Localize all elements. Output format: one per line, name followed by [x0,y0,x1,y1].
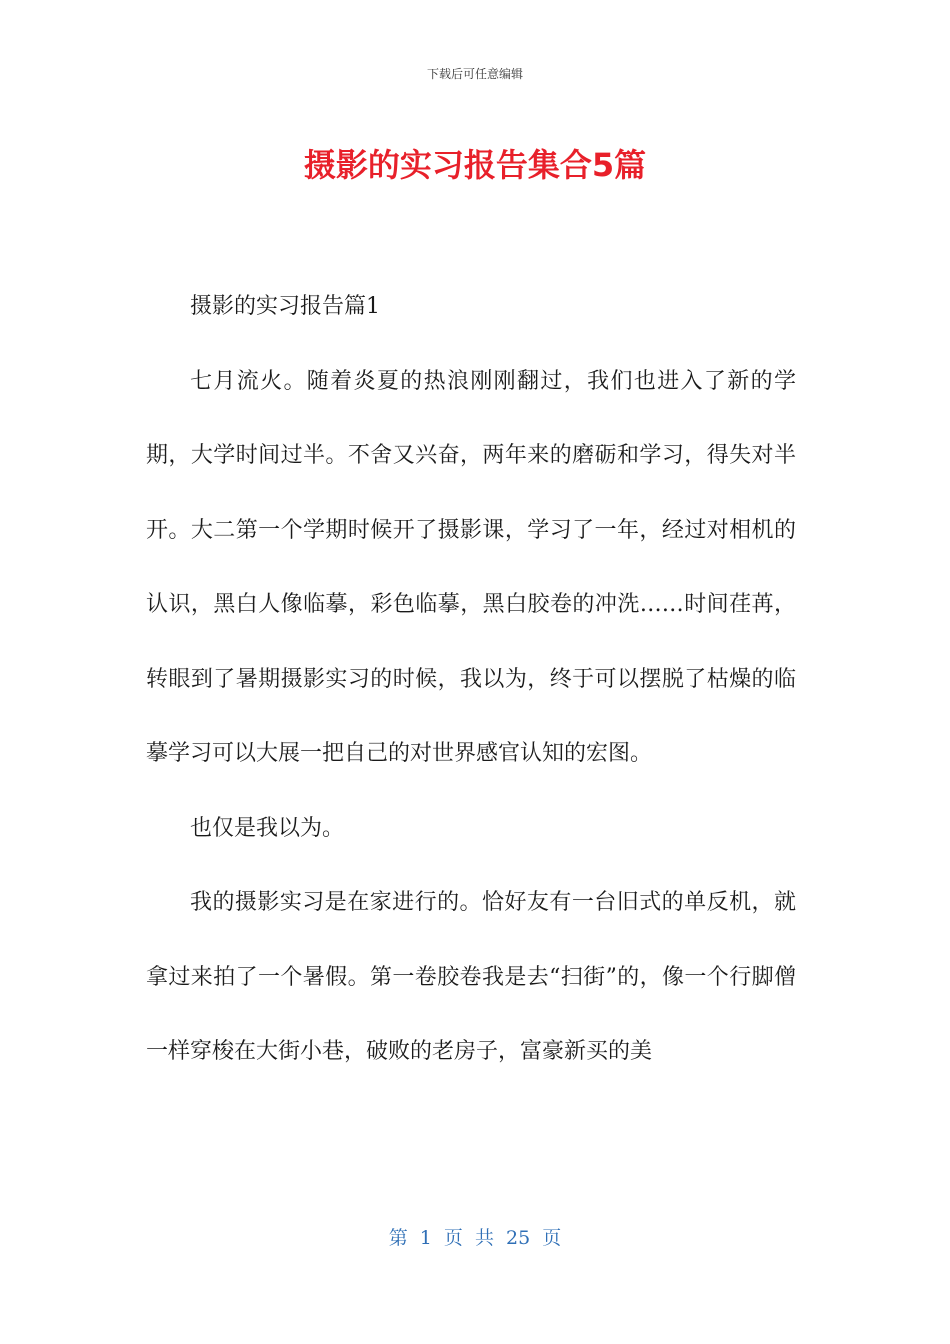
document-body [146,270,796,1090]
paragraph: 七月流火。随着炎夏的热浪刚刚翻过，我们也进入了新的学期，大学时间过半。不舍又兴奋，两年来的磨砺和学习，得失对半开。大二第一个学期时候开了摄影课，学习了一年，经过对相机的认识，黑白人像临摹，彩色临摹，黑白胶卷的冲洗……时间荏苒，转眼到了暑期摄影实习的时候，我以为，终于可以摆脱了枯燥的临摹学习可以大展一把自己的对世界感官认知的宏图。 [146,368,796,766]
document-title: 摄影的实习报告集合5篇 [303,146,647,184]
page-number-footer: 第 1 页 共 25 页 [388,1227,562,1249]
section-heading: 摄影的实习报告篇1 [190,294,380,319]
page-header-note: 下载后可任意编辑 [426,67,523,81]
paragraph: 我的摄影实习是在家进行的。恰好友有一台旧式的单反机，就拿过来拍了一个暑假。第一卷胶卷我是去“扫街”的，像一个行脚僧一样穿梭在大街小巷，破败的老房子，富豪新买的美 [146,890,796,1064]
paragraph: 也仅是我以为。 [190,815,345,841]
